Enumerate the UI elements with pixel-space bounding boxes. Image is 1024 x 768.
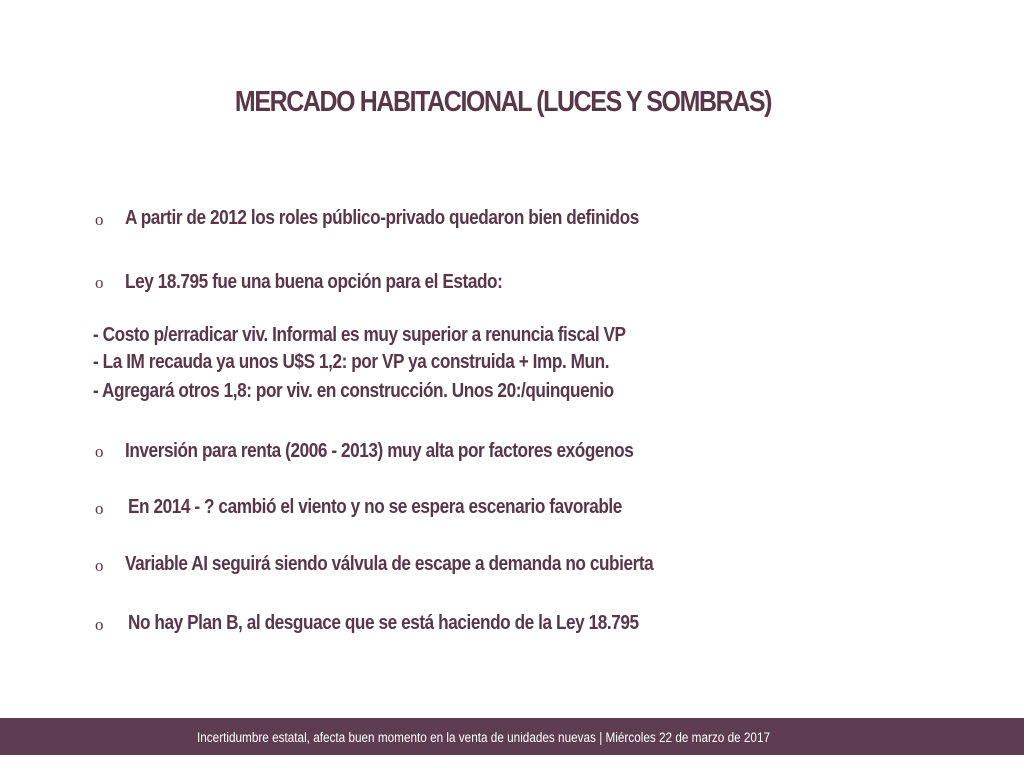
bullet-text: Inversión para renta (2006 - 2013) muy alta por factores exógenos: [125, 440, 634, 462]
bullet-text: A partir de 2012 los roles público-privado quedaron bien definidos: [125, 207, 639, 229]
slide-title: MERCADO HABITACIONAL (LUCES Y SOMBRAS): [234, 86, 772, 118]
bullet-text: Variable AI seguirá siendo válvula de escape a demanda no cubierta: [125, 553, 654, 575]
bullet-text: Ley 18.795 fue una buena opción para el Estado:: [125, 271, 503, 293]
bullet-text: En 2014 - ? cambió el viento y no se espera escenario favorable: [128, 496, 622, 518]
bullet-icon: o: [95, 273, 104, 292]
sub-item: - La IM recauda ya unos U$S 1,2: por VP ya construida + Imp. Mun.: [93, 351, 610, 373]
bullet-icon: o: [95, 499, 104, 518]
bullet-icon: o: [95, 210, 104, 229]
sub-item: - Costo p/erradicar viv. Informal es muy superior a renuncia fiscal VP: [93, 324, 626, 346]
footer-caption: Incertidumbre estatal, afecta buen momento en la venta de unidades nuevas | Miércoles 22 de marzo de 2017: [197, 730, 771, 745]
bullet-text: No hay Plan B, al desguace que se está haciendo de la Ley 18.795: [128, 612, 639, 634]
bullet-icon: o: [95, 442, 104, 461]
bullet-icon: o: [95, 556, 104, 575]
bullet-icon: o: [95, 615, 104, 634]
sub-item: - Agregará otros 1,8: por viv. en construcción. Unos 20:/quinquenio: [93, 380, 614, 402]
